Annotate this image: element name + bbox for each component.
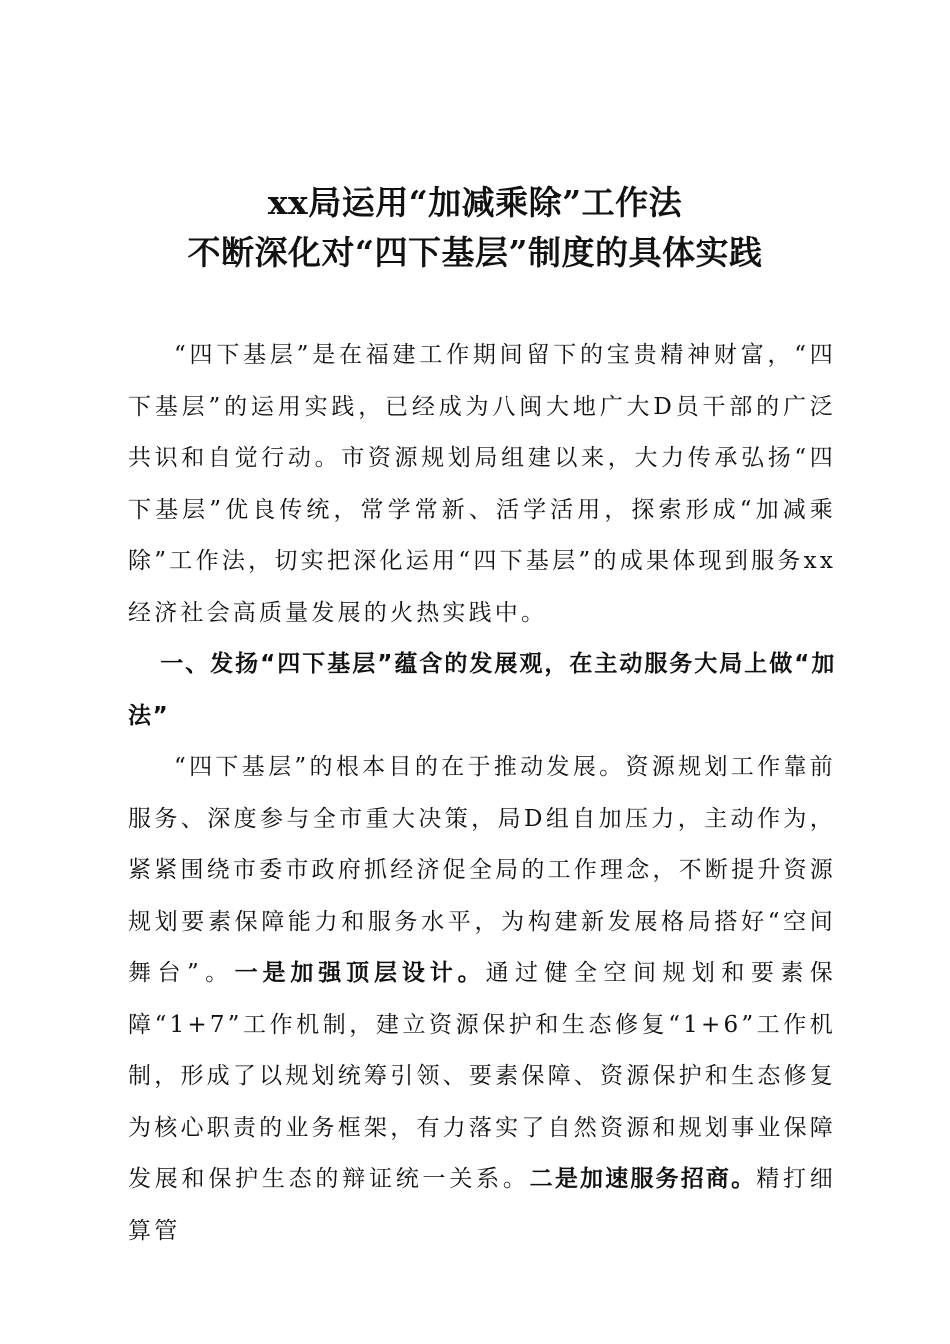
intro-paragraph: “四下基层”是在福建工作期间留下的宝贵精神财富，“四下基层”的运用实践，已经成为八闽大地广大D员干部的广泛共识和自觉行动。市资源规划局组建以来，大力传承弘扬“四下基层”优良传统，常学常新、活学活用，探索形成“加减乘除”工作法，切实把深化运用“四下基层”的成果体现到服务xx经济社会高质量发展的火热实践中。 xyxy=(128,342,836,626)
section-1-point-2-label: 二是加速服务招商。 xyxy=(529,1166,757,1192)
section-1-text-c: 精打细算管 xyxy=(128,1166,837,1244)
section-1-text-a: “四下基层”的根本目的在于推动发展。资源规划工作靠前服务、深度参与全市重大决策，局D组自加压力，主动作为，紧紧围绕市委市政府抓经济促全局的工作理念，不断提升资源规划要素保障能力和服务水平，为构建新发展格局搭好“空间舞台”。 xyxy=(128,754,836,986)
section-1-heading: 一、发扬“四下基层”蕴含的发展观，在主动服务大局上做“加法” xyxy=(128,651,836,729)
section-1-paragraph xyxy=(128,742,836,1257)
document-title xyxy=(0,178,950,278)
title-line-1: xx局运用“加减乘除”工作法 xyxy=(267,183,683,222)
section-1-text-b: 通过健全空间规划和要素保障“1+7”工作机制，建立资源保护和生态修复“1+6”工作机制，形成了以规划统筹引领、要素保障、资源保护和生态修复为核心职责的业务框架，有力落实了自然资源和规划事业保障发展和保护生态的辩证统一关系。 xyxy=(128,960,836,1192)
title-line-2: 不断深化对“四下基层”制度的具体实践 xyxy=(187,233,763,272)
document-body xyxy=(128,330,836,1257)
section-1-point-1-label: 一是加强顶层设计。 xyxy=(234,960,486,986)
